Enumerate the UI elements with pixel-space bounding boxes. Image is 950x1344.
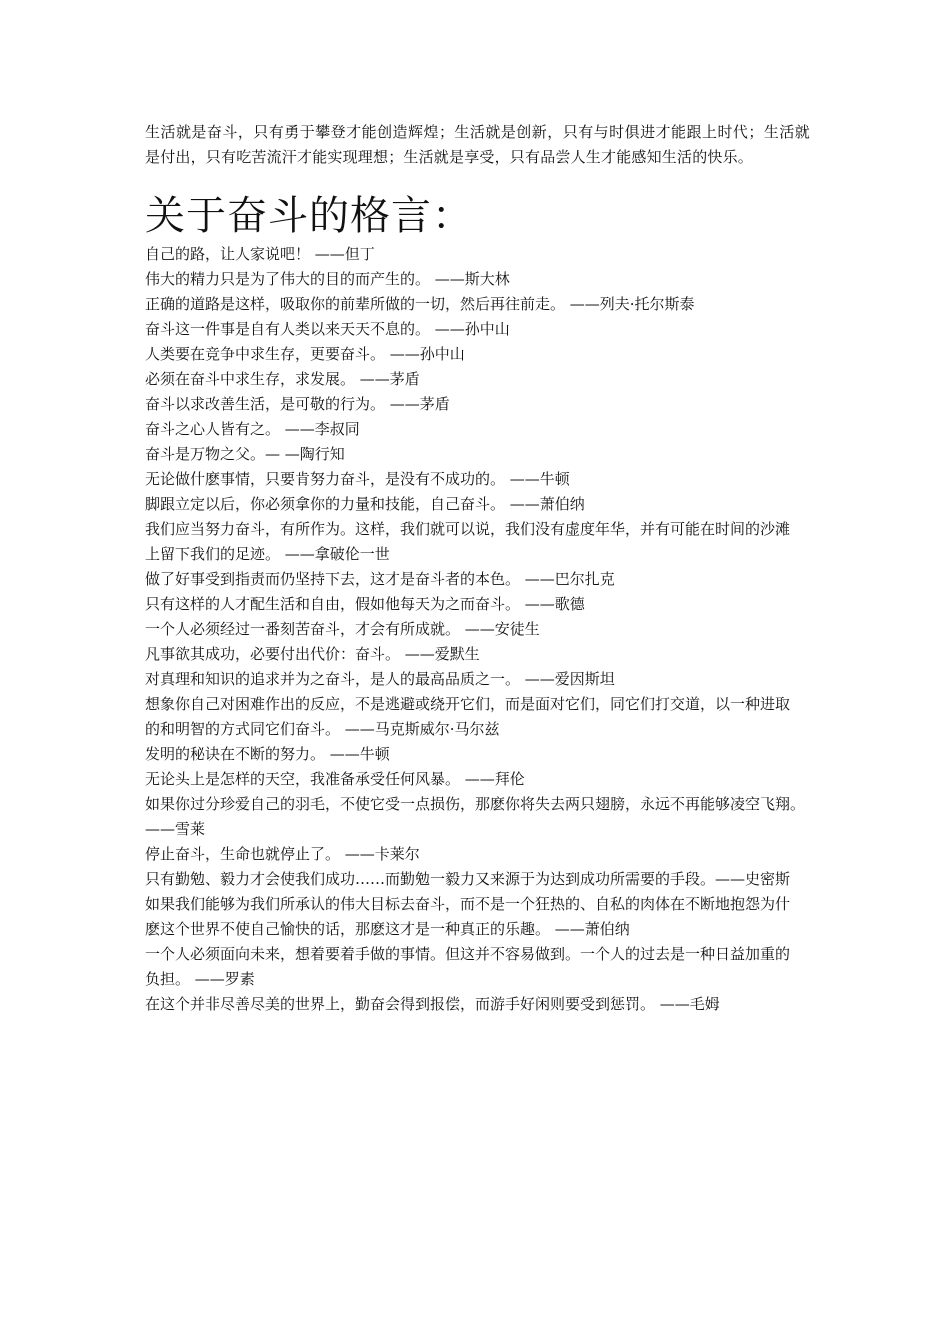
quote-line: 脚跟立定以后，你必须拿你的力量和技能，自己奋斗。 ——萧伯纳 (145, 495, 585, 513)
quote-list (145, 242, 810, 1017)
quote-line: 对真理和知识的追求并为之奋斗，是人的最高品质之一。 ——爱因斯坦 (145, 670, 615, 688)
quote-line: 伟大的精力只是为了伟大的目的而产生的。 ——斯大林 (145, 270, 510, 288)
quote-line: 凡事欲其成功，必要付出代价：奋斗。 ——爱默生 (145, 645, 480, 663)
quote-line: 上留下我们的足迹。 ——拿破伦一世 (145, 545, 390, 563)
quote-line: 自己的路，让人家说吧！ ——但丁 (145, 245, 375, 263)
quote-line: ——雪莱 (145, 820, 206, 838)
quote-line: 麽这个世界不使自己愉快的话，那麽这才是一种真正的乐趣。 ——萧伯纳 (145, 920, 630, 938)
quote-line: 只有这样的人才配生活和自由，假如他每天为之而奋斗。 ——歌德 (145, 595, 585, 613)
quote-line: 无论做什麽事情，只要肯努力奋斗，是没有不成功的。 ——牛顿 (145, 470, 570, 488)
quote-line: 的和明智的方式同它们奋斗。 ——马克斯威尔·马尔兹 (145, 720, 500, 738)
quote-line: 只有勤勉、毅力才会使我们成功……而勤勉一毅力又来源于为达到成功所需要的手段。——史密斯 (145, 870, 791, 888)
quote-line: 如果你过分珍爱自己的羽毛，不使它受一点损伤，那麽你将失去两只翅膀，永远不再能够凌空飞翔。 (145, 795, 806, 813)
section-heading: 关于奋斗的格言： (145, 193, 473, 239)
quote-line: 做了好事受到指责而仍坚持下去，这才是奋斗者的本色。 ——巴尔扎克 (145, 570, 615, 588)
intro-paragraph: 生活就是奋斗，只有勇于攀登才能创造辉煌；生活就是创新，只有与时俱进才能跟上时代；生活就是付出，只有吃苦流汗才能实现理想；生活就是享受，只有品尝人生才能感知生活的快乐。 (145, 123, 810, 166)
quote-line: 正确的道路是这样，吸取你的前辈所做的一切，然后再往前走。 ——列夫·托尔斯泰 (145, 295, 695, 313)
quote-line: 人类要在竞争中求生存，更要奋斗。 ——孙中山 (145, 345, 465, 363)
quote-line: 奋斗以求改善生活，是可敬的行为。 ——茅盾 (145, 395, 450, 413)
quote-line: 停止奋斗，生命也就停止了。 ——卡莱尔 (145, 845, 420, 863)
quote-line: 奋斗是万物之父。— —陶行知 (145, 445, 345, 463)
quote-line: 一个人必须面向未来，想着要着手做的事情。但这并不容易做到。一个人的过去是一种日益加重的 (145, 945, 791, 963)
quote-line: 想象你自己对困难作出的反应，不是逃避或绕开它们，而是面对它们，同它们打交道，以一种进取 (145, 695, 791, 713)
quote-line: 无论头上是怎样的天空，我准备承受任何风暴。 ——拜伦 (145, 770, 525, 788)
quote-line: 奋斗之心人皆有之。 ——李叔同 (145, 420, 360, 438)
quote-line: 在这个并非尽善尽美的世界上，勤奋会得到报偿，而游手好闲则要受到惩罚。 ——毛姆 (145, 995, 720, 1013)
quote-line: 一个人必须经过一番刻苦奋斗，才会有所成就。 ——安徒生 (145, 620, 540, 638)
quote-line: 奋斗这一件事是自有人类以来天天不息的。 ——孙中山 (145, 320, 510, 338)
quote-line: 如果我们能够为我们所承认的伟大目标去奋斗，而不是一个狂热的、自私的肉体在不断地抱怨为什 (145, 895, 791, 913)
quote-line: 必须在奋斗中求生存，求发展。 ——茅盾 (145, 370, 420, 388)
quote-line: 我们应当努力奋斗，有所作为。这样，我们就可以说，我们没有虚度年华，并有可能在时间的沙滩 (145, 520, 791, 538)
quote-line: 发明的秘诀在不断的努力。 ——牛顿 (145, 745, 390, 763)
document-content (145, 120, 810, 1017)
quote-line: 负担。 ——罗素 (145, 970, 255, 988)
